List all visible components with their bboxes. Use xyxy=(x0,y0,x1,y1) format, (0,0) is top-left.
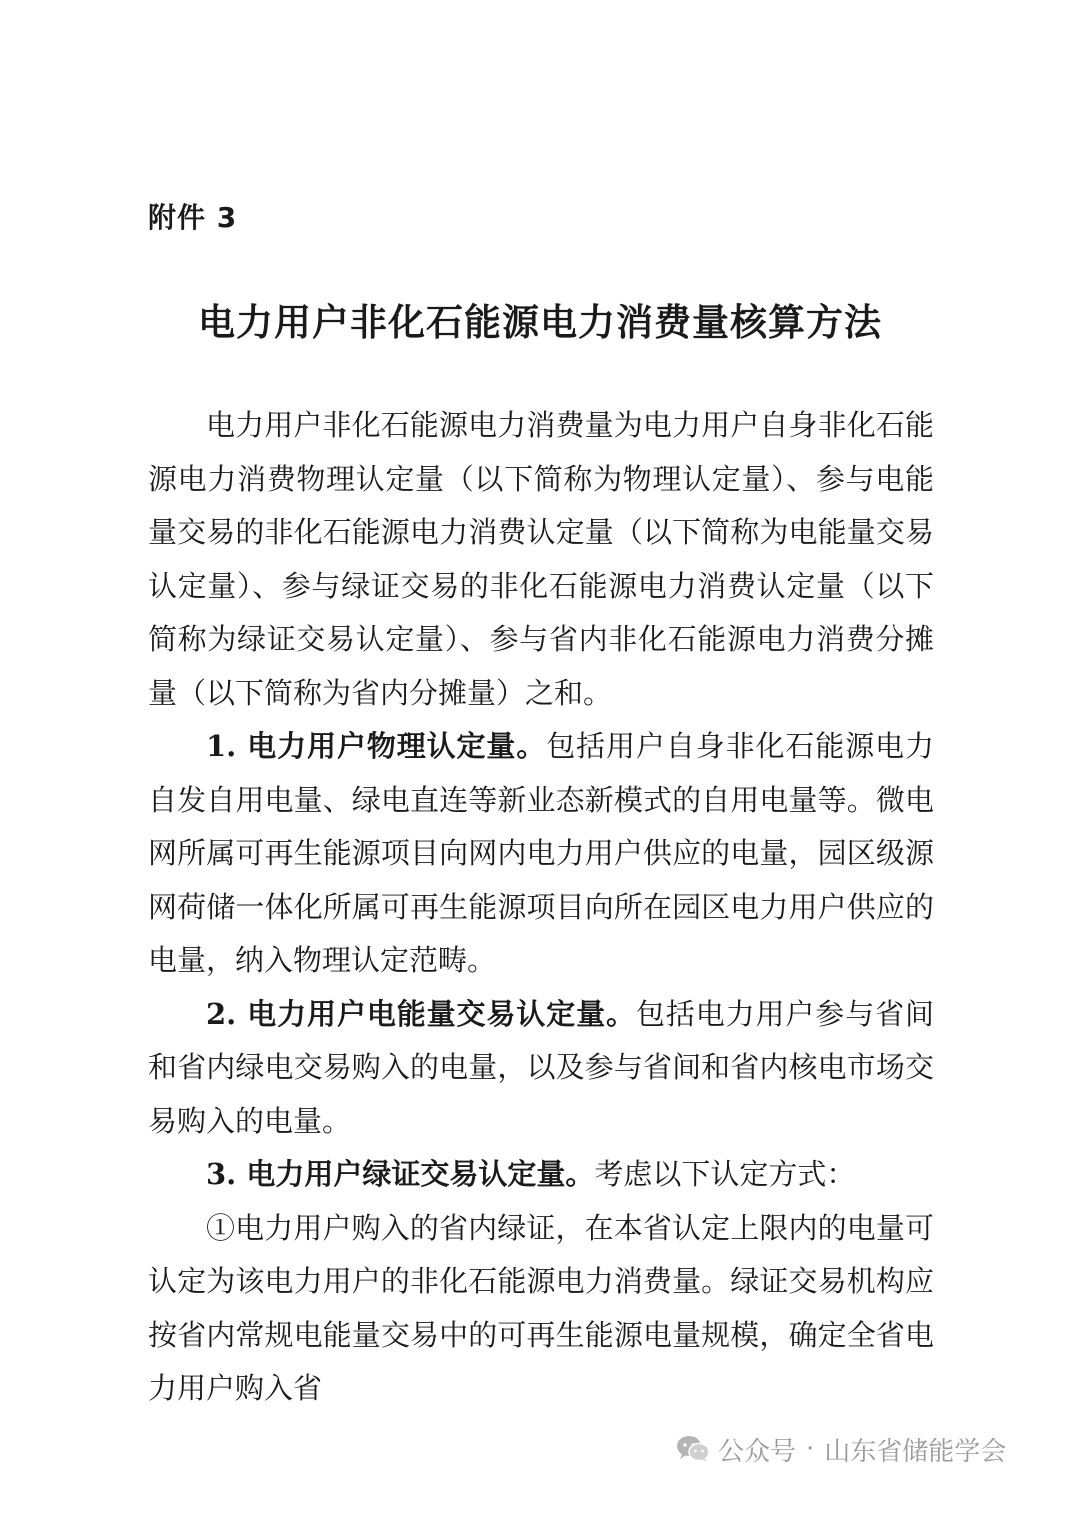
method-1-paragraph: ①电力用户购入的省内绿证，在本省认定上限内的电量可认定为该电力用户的非化石能源电力消费量。绿证交易机构应按省内常规电能量交易中的可再生能源电量规模，确定全省电力用户购入省 xyxy=(148,1210,934,1405)
section-3-paragraph xyxy=(148,1148,934,1202)
attachment-label: 附件 3 xyxy=(148,201,238,234)
section-3-heading: 3. 电力用户绿证交易认定量。 xyxy=(206,1157,595,1191)
intro-paragraph: 电力用户非化石能源电力消费量为电力用户自身非化石能源电力消费物理认定量（以下简称为物理认定量）、参与电能量交易的非化石能源电力消费认定量（以下简称为电能量交易认定量）、参与绿证交易的非化石能源电力消费认定量（以下简称为绿证交易认定量）、参与省内非化石能源电力消费分摊量（以下简称为省内分摊量）之和。 xyxy=(148,408,934,710)
section-2-text: 包括电力用户参与省间和省内绿电交易购入的电量，以及参与省间和省内核电市场交易购入的电量。 xyxy=(148,996,934,1138)
section-2-paragraph xyxy=(148,988,934,1149)
document-title: 电力用户非化石能源电力消费量核算方法 xyxy=(198,300,882,344)
document-body xyxy=(148,399,934,1416)
wechat-icon xyxy=(676,1435,710,1463)
footer-account-name: 山东省储能学会 xyxy=(824,1436,1007,1467)
section-3-text: 考虑以下认定方式： xyxy=(594,1157,856,1191)
footer-source-prefix: 公众号 xyxy=(718,1436,797,1467)
section-1-paragraph xyxy=(148,720,934,988)
watermark-footer xyxy=(676,1429,1006,1469)
section-1-heading: 1. 电力用户物理认定量。 xyxy=(206,729,547,763)
section-1-text: 包括用户自身非化石能源电力自发自用电量、绿电直连等新业态新模式的自用电量等。微电网所属可再生能源项目向网内电力用户供应的电量，园区级源网荷储一体化所属可再生能源项目向所在园区电力用户供应的电量，纳入物理认定范畴。 xyxy=(148,729,934,977)
section-2-heading: 2. 电力用户电能量交易认定量。 xyxy=(206,996,636,1031)
footer-separator: · xyxy=(806,1434,815,1464)
